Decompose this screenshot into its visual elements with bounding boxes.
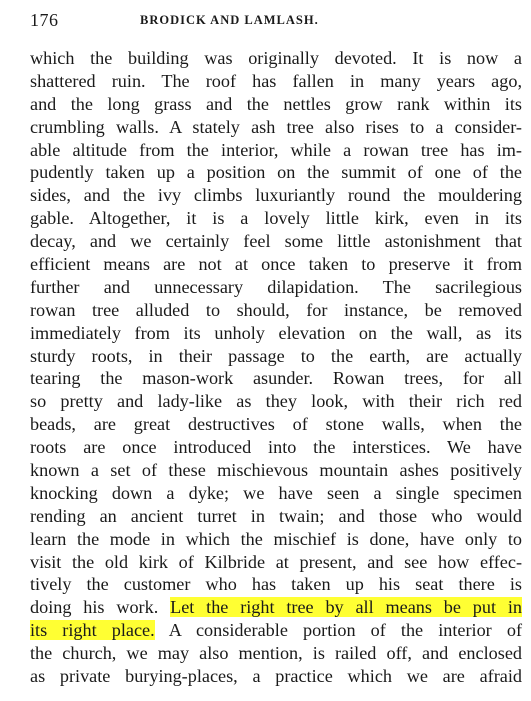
text-line: tearing the mason-work asunder. Rowan trees, for all [30, 368, 522, 389]
plain-text: A considerable portion of the interior of [154, 620, 522, 641]
text-line: immediately from its unholy elevation on the wall, as its [30, 322, 522, 343]
text-line: learn the mode in which the mischief is done, have only to [30, 528, 522, 549]
text-line: rending an ancient turret in twain; and those who would [30, 505, 522, 526]
text-line: sides, and the ivy climbs luxuriantly round the mouldering [30, 185, 522, 206]
text-line: shattered ruin. The roof has fallen in many years ago, [30, 70, 522, 91]
text-line: decay, and we certainly feel some little astonishment that [30, 231, 522, 252]
text-line: gable. Altogether, it is a lovely little kirk, even in its [30, 208, 522, 229]
text-line: able altitude from the interior, while a rowan tree has im- [30, 139, 522, 160]
text-line: crumbling walls. A stately ash tree also rises to a consider- [30, 116, 522, 137]
page-number: 176 [30, 10, 59, 30]
page-header [30, 10, 520, 34]
text-line: visit the old kirk of Kilbride at present, and see how effec- [30, 551, 522, 572]
text-line: known a set of these mischievous mountain ashes positively [30, 460, 522, 481]
text-line: which the building was originally devoted. It is now a [30, 48, 522, 68]
plain-text: doing his work. [30, 597, 171, 618]
text-line-with-highlight [30, 619, 522, 642]
text-line: sturdy roots, in their passage to the earth, are actually [30, 345, 522, 366]
running-head: BRODICK AND LAMLASH. [140, 13, 319, 27]
text-line: knocking down a dyke; we have seen a single specimen [30, 482, 522, 503]
text-line: as private burying-places, a practice which we are afraid [30, 666, 522, 687]
highlighted-text: its right place. [30, 620, 155, 641]
text-line: so pretty and lady-like as they look, with their rich red [30, 391, 522, 412]
text-line: rowan tree alluded to should, for instance, be removed [30, 299, 522, 320]
text-line: beads, are great destructives of stone walls, when the [30, 414, 522, 435]
body-text [30, 47, 522, 688]
highlighted-text: Let the right tree by all means be put in [170, 597, 522, 618]
text-line-with-highlight [30, 596, 522, 619]
text-line: further and unnecessary dilapidation. The sacrilegious [30, 276, 522, 297]
text-line: pudently taken up a position on the summit of one of the [30, 162, 522, 183]
text-line: tively the customer who has taken up his seat there is [30, 574, 522, 595]
text-line: roots are once introduced into the interstices. We have [30, 437, 522, 458]
text-line: efficient means are not at once taken to preserve it from [30, 254, 522, 275]
text-line: the church, we may also mention, is railed off, and enclosed [30, 643, 522, 664]
text-line: and the long grass and the nettles grow rank within its [30, 93, 522, 114]
